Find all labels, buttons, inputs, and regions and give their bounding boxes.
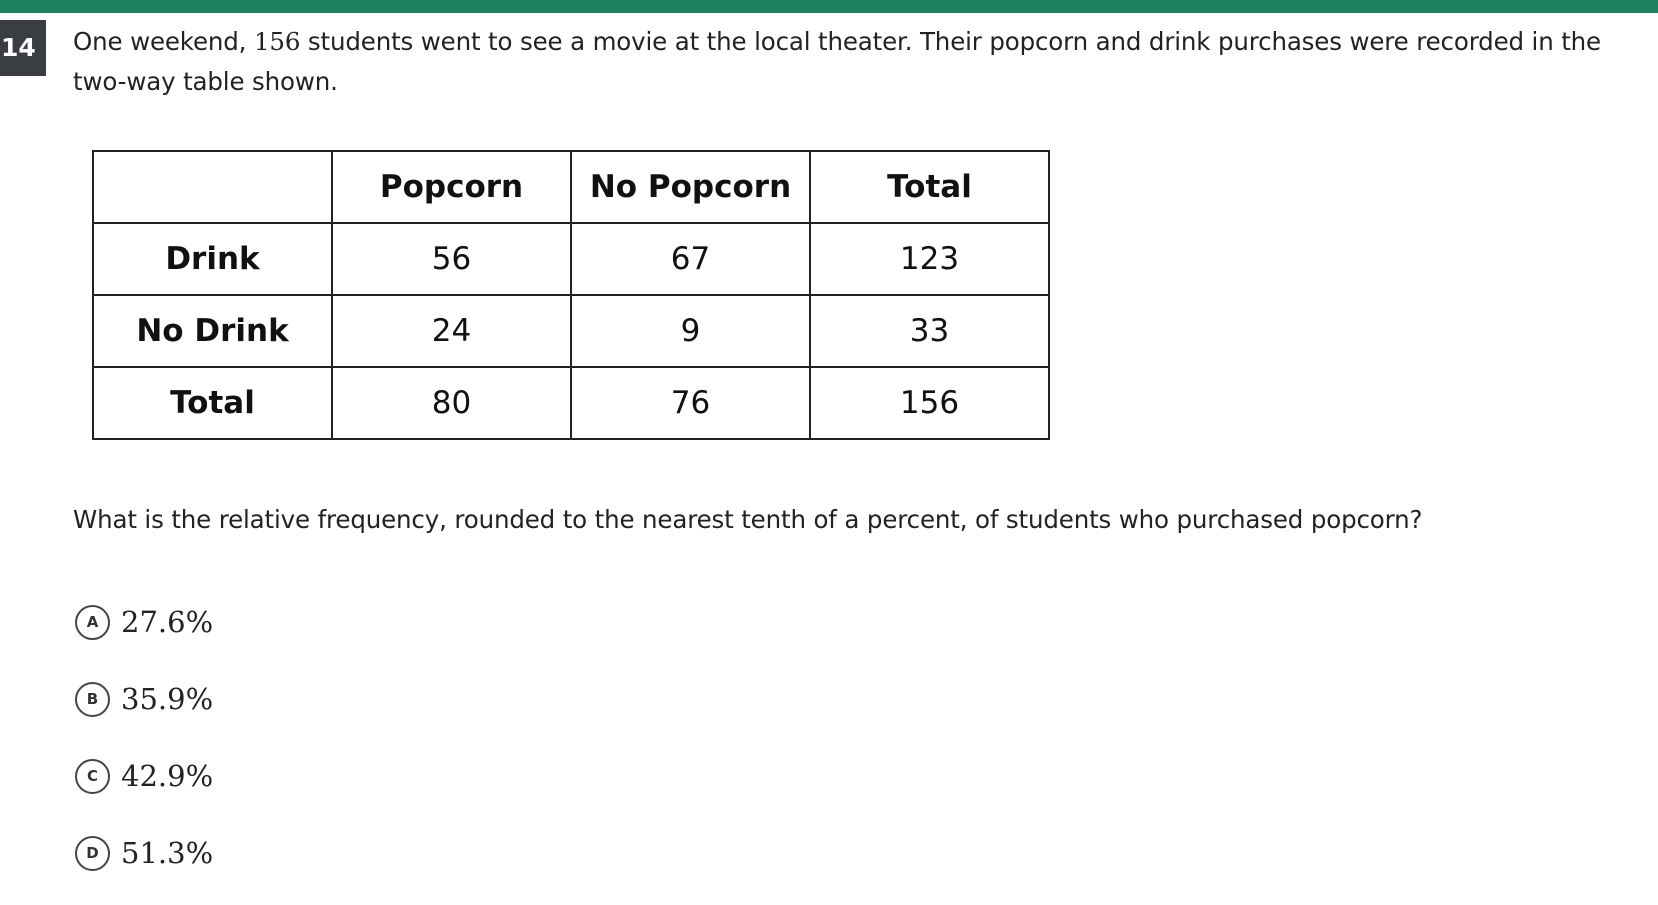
cell-no-drink-popcorn: 24 [332,295,571,367]
cell-total-popcorn: 80 [332,367,571,439]
table-row [93,367,1049,439]
choice-d[interactable] [75,833,213,873]
table-corner-cell [93,151,332,223]
choice-c-text: 42.9% [121,759,214,793]
question-number-badge: 14 [0,20,46,76]
choice-a-bubble[interactable]: A [75,605,110,640]
choice-c-bubble[interactable]: C [75,759,110,794]
choice-b-bubble[interactable]: B [75,682,110,717]
intro-student-count: 156 [253,27,301,56]
choice-c[interactable] [75,756,213,796]
intro-text-start: One weekend, [73,27,254,56]
row-label-drink: Drink [93,223,332,295]
top-accent-bar [0,0,1658,13]
header-no-popcorn: No Popcorn [571,151,810,223]
choice-d-bubble[interactable]: D [75,836,110,871]
table-row [93,223,1049,295]
cell-total-no-popcorn: 76 [571,367,810,439]
choice-b[interactable] [75,679,213,719]
cell-no-drink-total: 33 [810,295,1049,367]
row-label-total: Total [93,367,332,439]
two-way-table [92,150,1050,440]
cell-grand-total: 156 [810,367,1049,439]
choice-d-text: 51.3% [121,836,214,870]
intro-text-end: students went to see a movie at the local theater. Their popcorn and drink purchases were recorded in the two-way table shown. [73,27,1601,96]
header-popcorn: Popcorn [332,151,571,223]
cell-drink-total: 123 [810,223,1049,295]
cell-drink-popcorn: 56 [332,223,571,295]
question-intro [73,22,1653,102]
choice-b-text: 35.9% [121,682,214,716]
choice-a-text: 27.6% [121,605,214,639]
table-header-row [93,151,1049,223]
cell-drink-no-popcorn: 67 [571,223,810,295]
row-label-no-drink: No Drink [93,295,332,367]
table-row [93,295,1049,367]
question-prompt: What is the relative frequency, rounded to the nearest tenth of a percent, of students who purchased popcorn? [73,505,1423,534]
header-total: Total [810,151,1049,223]
choice-a[interactable] [75,602,213,642]
cell-no-drink-no-popcorn: 9 [571,295,810,367]
